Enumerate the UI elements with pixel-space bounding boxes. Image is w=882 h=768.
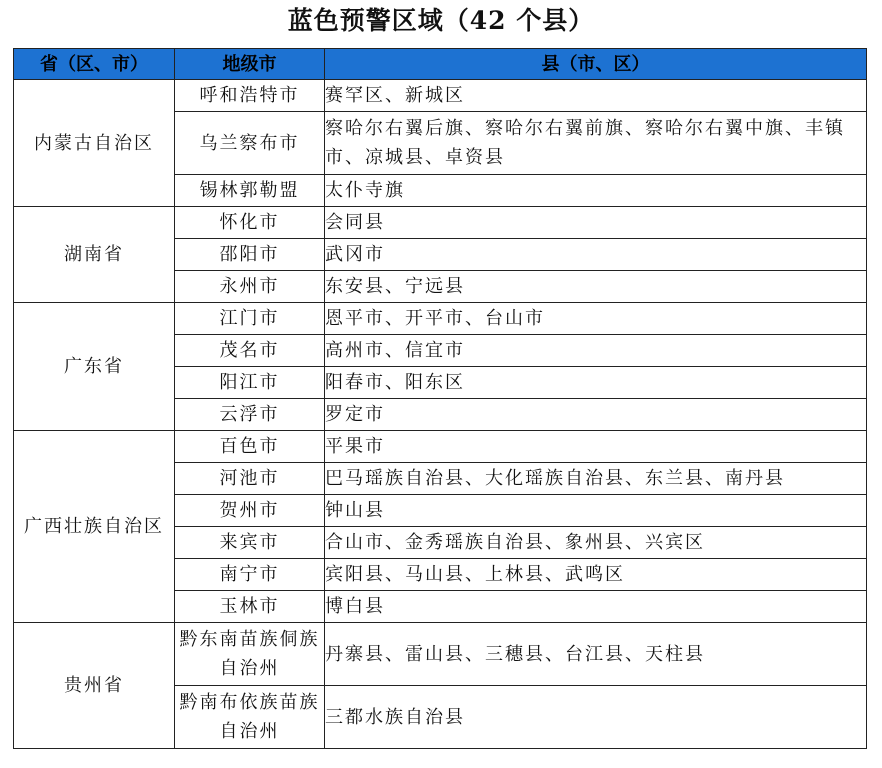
city-cell: 邵阳市 [175, 239, 325, 271]
header-city: 地级市 [175, 49, 325, 80]
province-cell: 湖南省 [14, 207, 175, 303]
table-row [14, 303, 867, 335]
city-cell: 茂名市 [175, 335, 325, 367]
header-province: 省（区、市） [14, 49, 175, 80]
table-row [14, 207, 867, 239]
city-cell: 怀化市 [175, 207, 325, 239]
city-cell: 黔南布依族苗族自治州 [175, 686, 325, 749]
county-cell: 太仆寺旗 [325, 175, 867, 207]
city-cell: 贺州市 [175, 495, 325, 527]
city-cell: 黔东南苗族侗族自治州 [175, 623, 325, 686]
document-title: 蓝色预警区域（42 个县） [287, 6, 595, 35]
table-row [14, 80, 867, 112]
province-cell: 广东省 [14, 303, 175, 431]
county-cell: 赛罕区、新城区 [325, 80, 867, 112]
county-cell: 合山市、金秀瑶族自治县、象州县、兴宾区 [325, 527, 867, 559]
county-cell: 察哈尔右翼后旗、察哈尔右翼前旗、察哈尔右翼中旗、丰镇市、凉城县、卓资县 [325, 112, 867, 175]
table-header-row [14, 49, 867, 80]
city-cell: 南宁市 [175, 559, 325, 591]
county-cell: 博白县 [325, 591, 867, 623]
city-cell: 乌兰察布市 [175, 112, 325, 175]
county-cell: 高州市、信宜市 [325, 335, 867, 367]
city-cell: 永州市 [175, 271, 325, 303]
county-cell: 会同县 [325, 207, 867, 239]
city-cell: 百色市 [175, 431, 325, 463]
table-row [14, 431, 867, 463]
province-cell: 贵州省 [14, 623, 175, 749]
city-cell: 来宾市 [175, 527, 325, 559]
county-cell: 钟山县 [325, 495, 867, 527]
county-cell: 宾阳县、马山县、上林县、武鸣区 [325, 559, 867, 591]
county-cell: 东安县、宁远县 [325, 271, 867, 303]
city-cell: 阳江市 [175, 367, 325, 399]
province-cell: 内蒙古自治区 [14, 80, 175, 207]
table-row [14, 623, 867, 686]
city-cell: 江门市 [175, 303, 325, 335]
header-county: 县（市、区） [325, 49, 867, 80]
warning-region-table [13, 48, 867, 749]
county-cell: 武冈市 [325, 239, 867, 271]
county-cell: 罗定市 [325, 399, 867, 431]
county-cell: 三都水族自治县 [325, 686, 867, 749]
city-cell: 河池市 [175, 463, 325, 495]
county-cell: 阳春市、阳东区 [325, 367, 867, 399]
county-cell: 平果市 [325, 431, 867, 463]
city-cell: 锡林郭勒盟 [175, 175, 325, 207]
city-cell: 玉林市 [175, 591, 325, 623]
county-cell: 巴马瑶族自治县、大化瑶族自治县、东兰县、南丹县 [325, 463, 867, 495]
city-cell: 呼和浩特市 [175, 80, 325, 112]
county-cell: 丹寨县、雷山县、三穗县、台江县、天柱县 [325, 623, 867, 686]
county-cell: 恩平市、开平市、台山市 [325, 303, 867, 335]
city-cell: 云浮市 [175, 399, 325, 431]
province-cell: 广西壮族自治区 [14, 431, 175, 623]
